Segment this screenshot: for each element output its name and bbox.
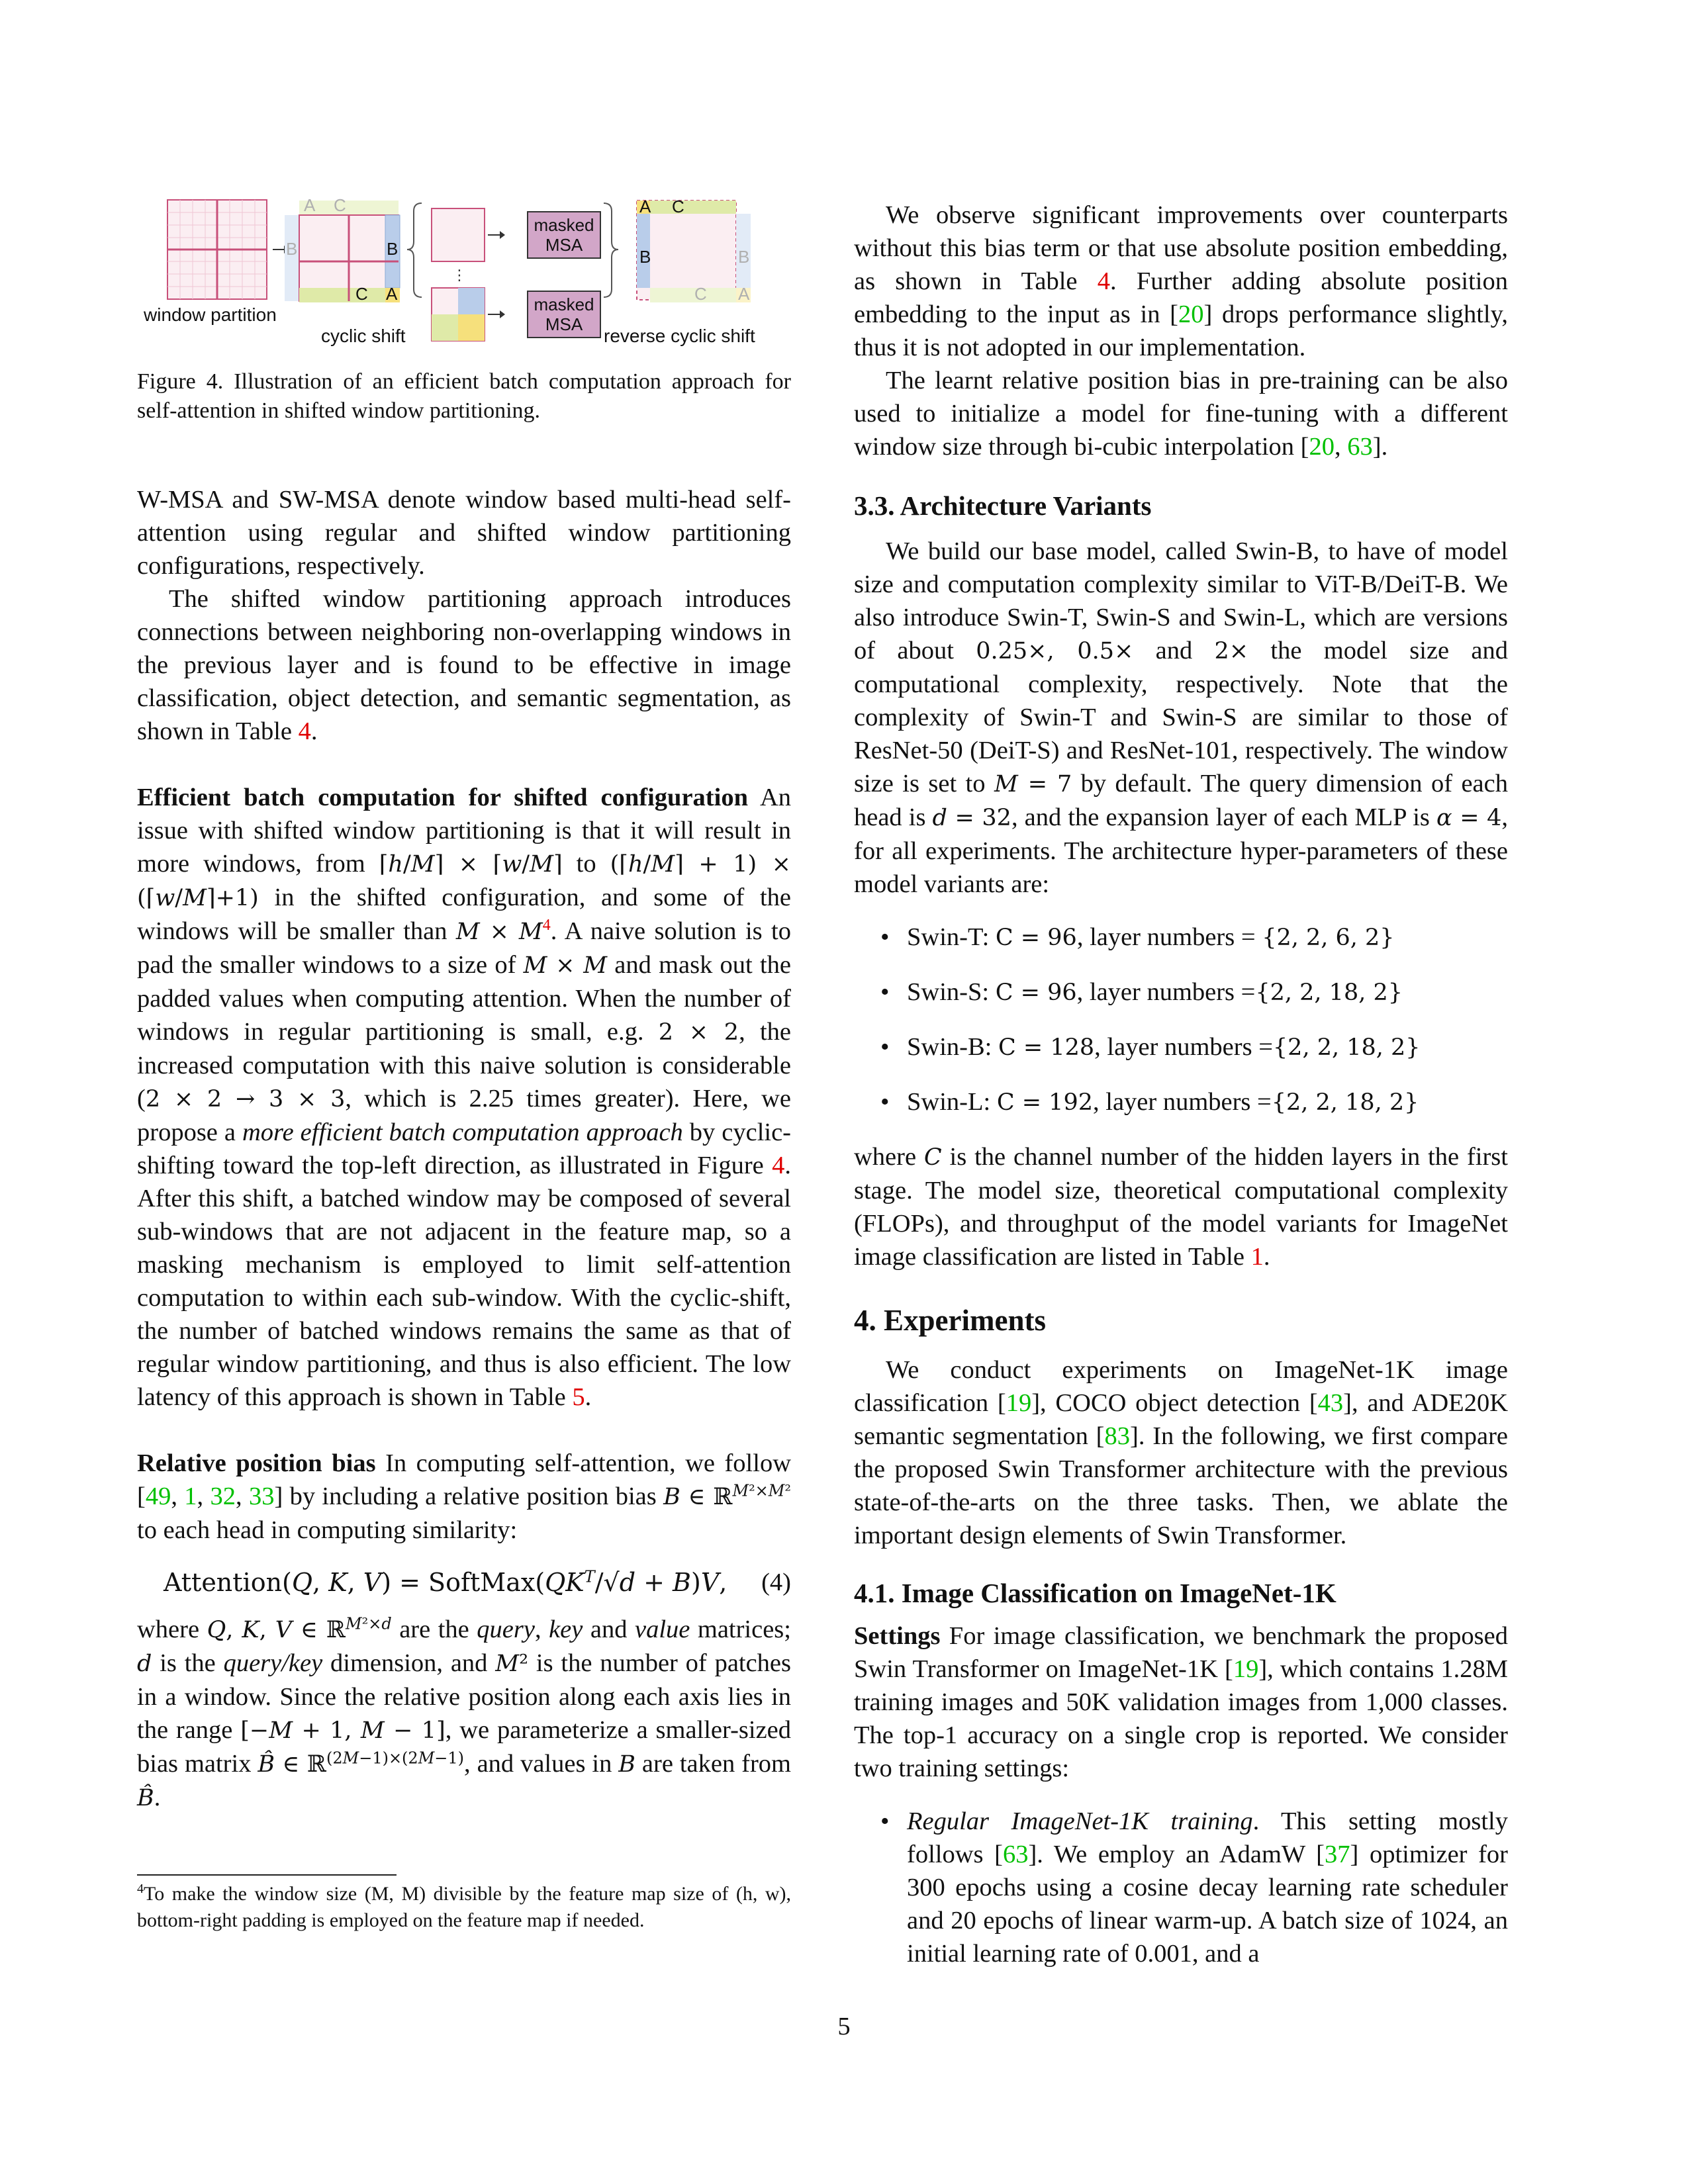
citation[interactable]: 32 bbox=[210, 1482, 236, 1510]
svg-text:C: C bbox=[672, 197, 684, 216]
citation[interactable]: 63 bbox=[1002, 1841, 1029, 1868]
right-paragraph-1: We observe significant improvements over counterparts without this bias term or that use absolute position embedding, as shown in Table 4. Further adding absolute position embedding to the input as in [20] drops performance slightly, thus it is not adopted in our implementation. bbox=[854, 201, 1508, 361]
citation[interactable]: 63 bbox=[1347, 433, 1373, 461]
relative-position-heading: Relative position bias bbox=[137, 1449, 376, 1477]
svg-text:C: C bbox=[355, 284, 368, 304]
variants-list bbox=[854, 921, 1508, 1119]
citation[interactable]: 20 bbox=[1178, 300, 1204, 328]
table-ref[interactable]: 5 bbox=[572, 1383, 585, 1411]
svg-text:B: B bbox=[639, 247, 651, 267]
citation[interactable]: 49 bbox=[145, 1482, 171, 1510]
window-partition-label: window partition bbox=[144, 304, 277, 325]
efficient-batch-paragraph: Efficient batch computation for shifted configuration An issue with shifted window partitioning is that it will result in more windows, from ⌈h/M⌉ × ⌈w/M⌉ to (⌈h/M⌉ + 1) × (⌈w/M⌉+1) in the shifted configuration, and some of the windows will be smaller than M × M$^4$. A naive solution is to pad the smaller windows to a size of M × M and mask out the padded values when computing attention. When the number of windows in regular partitioning is small, e.g. 2 × 2, the increased computation with this naive solution is considerable (2 × 2 → 3 × 3, which is 2.25 times greater). Here, we propose a more efficient batch computation approach by cyclic-shifting toward the top-left direction, as illustrated in Figure 4. After this shift, a batched window may be composed of several sub-windows that are not adjacent in the feature map, so a masking mechanism is employed to limit self-attention computation to within each sub-window. With the cyclic-shift, the number of batched windows remains the same as that of regular window partitioning, and thus is also efficient. The low latency of this approach is shown in Table 5. bbox=[137, 784, 792, 1411]
training-settings-list bbox=[854, 1805, 1508, 1970]
relative-position-paragraph: Relative position bias In computing self-attention, we follow [49, 1, 32, 33] by including a relative position bias B ∈ ℝ$^{M^2\times M^2}$ to each head in computing similarity: bbox=[137, 1449, 792, 1544]
right-column bbox=[854, 199, 1508, 1970]
figure-4 bbox=[137, 189, 791, 361]
svg-text:masked: masked bbox=[534, 215, 594, 235]
equation-4: Attention(Q, K, $V) = SoftMax(QK^T/√d + B)V$, (4) bbox=[164, 1567, 791, 1597]
svg-text:B: B bbox=[286, 239, 298, 259]
svg-text:C: C bbox=[334, 195, 346, 215]
svg-text:masked: masked bbox=[534, 295, 594, 314]
equation-number: (4) bbox=[761, 1569, 791, 1596]
citation[interactable]: 19 bbox=[1006, 1389, 1032, 1417]
figure-4-illustration bbox=[137, 189, 791, 361]
svg-text:C: C bbox=[694, 284, 707, 304]
svg-text:⋮: ⋮ bbox=[452, 267, 467, 284]
footnote-rule bbox=[137, 1874, 397, 1876]
table-ref[interactable]: 4 bbox=[1097, 267, 1110, 295]
experiments-paragraph: We conduct experiments on ImageNet-1K image classification [19], COCO object detection [43], and ADE20K semantic segmentation [83]. In the following, we first compare the proposed Swin Transformer architecture with the previous state-of-the-arts on the three tasks. Then, we ablate the important design elements of Swin Transformer. bbox=[854, 1356, 1508, 1549]
section-3-3-heading: 3.3. Architecture Variants bbox=[854, 490, 1152, 521]
masked-msa-box-top bbox=[528, 212, 600, 258]
svg-text:A: A bbox=[304, 195, 316, 215]
left-paragraph-1: W-MSA and SW-MSA denote window based multi-head self-attention using regular and shifted window partitioning configurations, respectively. bbox=[137, 486, 791, 580]
regular-training-item: • Regular ImageNet-1K training. This setting mostly follows [63]. We employ an AdamW [37] optimizer for 300 epochs using a cosine decay learning rate scheduler and 20 epochs of linear warm-up. A batch size of 1024, an initial learning rate of 0.001, and a bbox=[854, 1805, 1508, 1970]
citation[interactable]: 83 bbox=[1104, 1422, 1130, 1450]
masked-msa-box-bottom bbox=[528, 291, 600, 338]
variant-item: • Swin-S: C = 96, layer numbers ={2, 2, 18, 2} bbox=[854, 976, 1508, 1009]
footnote-ref[interactable]: 4 bbox=[542, 917, 551, 934]
svg-text:MSA: MSA bbox=[545, 235, 583, 255]
cyclic-shift-diagram bbox=[285, 195, 400, 304]
citation[interactable]: 1 bbox=[184, 1482, 197, 1510]
page-number: 5 bbox=[837, 2013, 851, 2040]
reverse-cyclic-shift-diagram bbox=[637, 197, 751, 304]
svg-text:A: A bbox=[386, 284, 398, 304]
svg-text:MSA: MSA bbox=[545, 314, 583, 334]
cyclic-shift-label: cyclic shift bbox=[321, 326, 406, 346]
citation[interactable]: 43 bbox=[1317, 1389, 1344, 1417]
right-paragraph-2: The learnt relative position bias in pre-training can be also used to initialize a model for fine-tuning with a different window size through bi-cubic interpolation [20, 63]. bbox=[854, 367, 1508, 461]
variant-item: • Swin-L: C = 192, layer numbers ={2, 2, 18, 2} bbox=[854, 1085, 1508, 1119]
table-ref[interactable]: 1 bbox=[1250, 1243, 1264, 1271]
section-4-heading: 4. Experiments bbox=[854, 1304, 1046, 1337]
variant-item: • Swin-T: C = 96, layer numbers = {2, 2, 6, 2} bbox=[854, 921, 1508, 954]
window-partition-grid bbox=[167, 200, 267, 299]
svg-text:A: A bbox=[738, 284, 750, 304]
left-paragraph-2: The shifted window partitioning approach introduces connections between neighboring non-overlapping windows in the previous layer and is found to be effective in image classification, object detection, and semantic segmentation, as shown in Table 4. bbox=[137, 585, 791, 745]
table-ref[interactable]: 4 bbox=[298, 717, 311, 745]
efficient-batch-heading: Efficient batch computation for shifted configuration bbox=[137, 784, 748, 811]
architecture-paragraph: We build our base model, called Swin-B, to have of model size and computation complexity similar to ViT-B/DeiT-B. We also introduce Swin-T, Swin-S and Swin-L, which are versions of about 0.25×, 0.5× and 2× the model size and computational complexity, respectively. Note that the complexity of Swin-T and Swin-S are similar to those of ResNet-50 (DeiT-S) and ResNet-101, respectively. The window size is set to M = 7 by default. The query dimension of each head is d = 32, and the expansion layer of each MLP is α = 4, for all experiments. The architecture hyper-parameters of these model variants are: bbox=[854, 537, 1509, 898]
footnote: $^4$To make the window size (M, M) divisible by the feature map size of (h, w), bottom-right padding is employed on the feature map if needed. bbox=[137, 1882, 791, 1931]
variant-item: • Swin-B: C = 128, layer numbers ={2, 2, 18, 2} bbox=[854, 1030, 1508, 1064]
citation[interactable]: 33 bbox=[248, 1482, 275, 1510]
section-4-1-heading: 4.1. Image Classification on ImageNet-1K bbox=[854, 1578, 1336, 1608]
where-paragraph: where Q, K, V ∈ ℝ$^{M^2\times d}$ are the query, key and value matrices; d is the query/key dimension, and M² is the number of patches in a window. Since the relative position along each axis lies in the range [−M + 1, M − 1], we parameterize a smaller-sized bias matrix B̂ ∈ ℝ$^{(2M-1)\times(2M-1)}$, and values in B are taken from B̂. bbox=[137, 1614, 792, 1811]
figure-ref[interactable]: 4 bbox=[772, 1152, 785, 1179]
left-column bbox=[137, 483, 791, 1815]
citation[interactable]: 19 bbox=[1233, 1655, 1259, 1683]
reverse-cyclic-shift-label: reverse cyclic shift bbox=[604, 326, 755, 346]
svg-text:A: A bbox=[639, 197, 651, 216]
channel-paragraph: where C is the channel number of the hidden layers in the first stage. The model size, theoretical computational complexity (FLOPs), and throughput of the model variants for ImageNet image classification are listed in Table 1. bbox=[854, 1143, 1508, 1271]
svg-text:B: B bbox=[738, 247, 750, 267]
figure-4-caption: Figure 4. Illustration of an efficient batch computation approach for self-attention in shifted window partitioning. bbox=[137, 369, 791, 423]
citation[interactable]: 37 bbox=[1324, 1841, 1350, 1868]
settings-paragraph: Settings For image classification, we benchmark the proposed Swin Transformer on ImageNet-1K [19], which contains 1.28M training images and 50K validation images from 1,000 classes. The top-1 accuracy on a single crop is reported. We consider two training settings: bbox=[854, 1622, 1508, 1782]
svg-text:B: B bbox=[387, 239, 399, 259]
citation[interactable]: 20 bbox=[1309, 433, 1335, 461]
